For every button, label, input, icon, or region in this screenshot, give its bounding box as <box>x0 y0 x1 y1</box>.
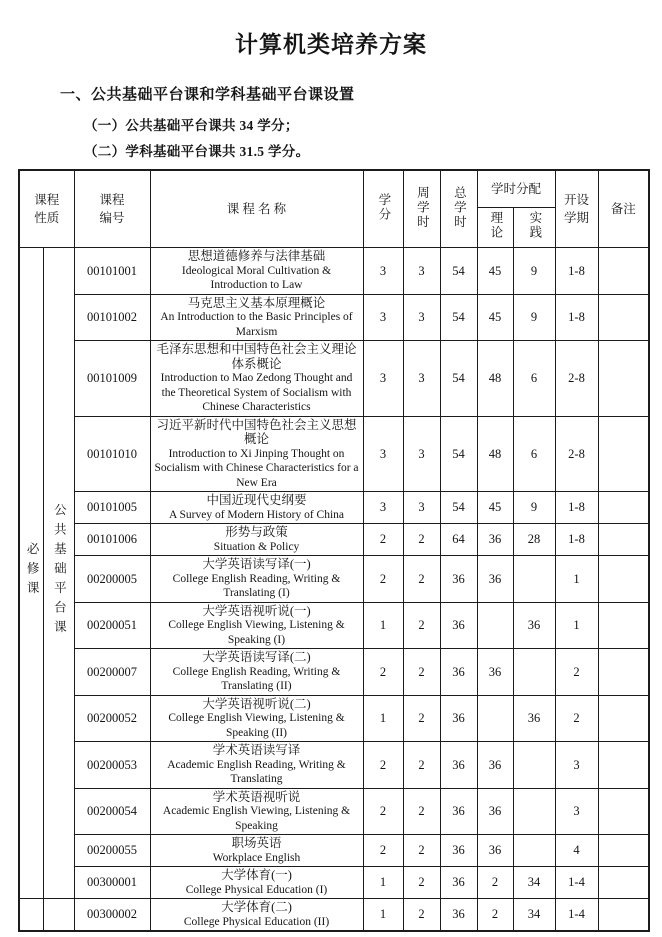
header-course-nature: 课程性质 <box>19 170 74 248</box>
header-practice: 实践 <box>513 208 555 248</box>
course-credits: 2 <box>363 524 403 556</box>
course-code: 00101005 <box>74 492 150 524</box>
course-semester: 1-8 <box>555 294 598 341</box>
course-code: 00101006 <box>74 524 150 556</box>
course-code: 00200052 <box>74 695 150 742</box>
course-semester: 1-8 <box>555 524 598 556</box>
course-name-en: Ideological Moral Cultivation & Introduction to Law <box>181 264 332 291</box>
course-weekly-hours: 3 <box>403 248 440 295</box>
course-code: 00300001 <box>74 867 150 899</box>
course-weekly-hours: 3 <box>403 341 440 417</box>
course-name <box>150 556 363 603</box>
course-table-body <box>19 248 649 932</box>
course-row <box>19 294 649 341</box>
course-name <box>150 649 363 696</box>
course-credits: 1 <box>363 899 403 932</box>
course-remarks <box>598 556 649 603</box>
header-theory: 理论 <box>477 208 513 248</box>
course-practice-hours: 28 <box>513 524 555 556</box>
course-name-cn: 形势与政策 <box>225 525 288 539</box>
course-name-en: Academic English Viewing, Listening & Speaking <box>162 805 351 832</box>
course-code: 00101002 <box>74 294 150 341</box>
course-total-hours: 36 <box>440 835 477 867</box>
header-course-name: 课 程 名 称 <box>150 170 363 248</box>
course-practice-hours <box>513 649 555 696</box>
course-name-en: An Introduction to the Basic Principles of Marxism <box>160 311 353 338</box>
course-theory-hours: 2 <box>477 867 513 899</box>
course-code: 00200053 <box>74 742 150 789</box>
course-weekly-hours: 2 <box>403 899 440 932</box>
course-total-hours: 36 <box>440 602 477 649</box>
course-semester: 3 <box>555 788 598 835</box>
course-weekly-hours: 2 <box>403 649 440 696</box>
course-row <box>19 788 649 835</box>
course-total-hours: 54 <box>440 248 477 295</box>
course-theory-hours: 48 <box>477 341 513 417</box>
course-nature-cell: 必修课 <box>19 248 43 899</box>
course-theory-hours: 45 <box>477 248 513 295</box>
course-total-hours: 36 <box>440 695 477 742</box>
section-item-subject-platform: （二）学科基础平台课共 31.5 学分。 <box>84 144 310 159</box>
header-remarks: 备注 <box>598 170 649 248</box>
course-name-cn: 马克思主义基本原理概论 <box>187 295 326 310</box>
course-name <box>150 524 363 556</box>
course-remarks <box>598 649 649 696</box>
course-remarks <box>598 341 649 417</box>
course-theory-hours: 48 <box>477 416 513 492</box>
course-name-en: College English Reading, Writing & Translating (II) <box>172 665 341 692</box>
course-name <box>150 341 363 417</box>
course-semester: 2 <box>555 649 598 696</box>
course-code: 00101010 <box>74 416 150 492</box>
course-credits: 3 <box>363 492 403 524</box>
course-row <box>19 835 649 867</box>
course-practice-hours: 9 <box>513 248 555 295</box>
curriculum-table <box>18 169 650 932</box>
course-total-hours: 54 <box>440 294 477 341</box>
course-credits: 2 <box>363 788 403 835</box>
course-name-cn: 大学英语读写译(二) <box>202 650 311 664</box>
course-name-cn: 学术英语视听说 <box>212 789 301 804</box>
course-code: 00200007 <box>74 649 150 696</box>
course-name-en: College English Viewing, Listening & Speaking (II) <box>168 712 345 739</box>
course-row <box>19 649 649 696</box>
course-semester: 2 <box>555 695 598 742</box>
course-name-cn: 大学英语视听说(二) <box>202 696 311 711</box>
course-remarks <box>598 416 649 492</box>
course-weekly-hours: 2 <box>403 602 440 649</box>
course-name-cn: 习近平新时代中国特色社会主义思想概论 <box>156 417 357 446</box>
course-row <box>19 695 649 742</box>
course-weekly-hours: 2 <box>403 524 440 556</box>
course-weekly-hours: 2 <box>403 742 440 789</box>
course-remarks <box>598 248 649 295</box>
course-name-cn: 毛泽东思想和中国特色社会主义理论体系概论 <box>156 342 357 371</box>
course-remarks <box>598 294 649 341</box>
course-name-cn: 学术英语读写译 <box>212 743 301 757</box>
section-item-public-platform: （一）公共基础平台课共 34 学分； <box>84 118 299 133</box>
course-name-en: Introduction to Mao Zedong Thought and the Theoretical System of Socialism with Chinese Characteristics <box>160 372 353 413</box>
course-code: 00200054 <box>74 788 150 835</box>
course-name-cn: 大学英语读写译(一) <box>202 557 311 571</box>
course-row <box>19 867 649 899</box>
course-code: 00101009 <box>74 341 150 417</box>
course-code: 00300002 <box>74 899 150 932</box>
course-weekly-hours: 3 <box>403 294 440 341</box>
course-practice-hours: 36 <box>513 695 555 742</box>
course-row <box>19 248 649 295</box>
course-row <box>19 341 649 417</box>
course-name-cn: 大学英语视听说(一) <box>202 603 311 618</box>
course-name <box>150 416 363 492</box>
course-credits: 2 <box>363 649 403 696</box>
course-row <box>19 899 649 932</box>
course-theory-hours: 45 <box>477 294 513 341</box>
course-total-hours: 54 <box>440 492 477 524</box>
course-credits: 3 <box>363 341 403 417</box>
course-name <box>150 899 363 932</box>
course-total-hours: 54 <box>440 416 477 492</box>
course-name <box>150 788 363 835</box>
course-row <box>19 492 649 524</box>
course-credits: 1 <box>363 867 403 899</box>
course-remarks <box>598 788 649 835</box>
course-row <box>19 602 649 649</box>
course-weekly-hours: 2 <box>403 835 440 867</box>
course-total-hours: 36 <box>440 788 477 835</box>
course-row <box>19 742 649 789</box>
course-total-hours: 36 <box>440 556 477 603</box>
course-practice-hours <box>513 556 555 603</box>
header-semester: 开设学期 <box>555 170 598 248</box>
course-theory-hours: 36 <box>477 524 513 556</box>
course-remarks <box>598 835 649 867</box>
course-practice-hours <box>513 742 555 789</box>
course-theory-hours: 36 <box>477 835 513 867</box>
course-semester: 1 <box>555 556 598 603</box>
course-row <box>19 556 649 603</box>
course-theory-hours: 36 <box>477 649 513 696</box>
header-credits: 学分 <box>363 170 403 248</box>
course-name-en: Situation & Policy <box>213 540 300 553</box>
course-weekly-hours: 2 <box>403 556 440 603</box>
course-total-hours: 64 <box>440 524 477 556</box>
course-total-hours: 36 <box>440 899 477 932</box>
page-title: 计算机类培养方案 <box>235 32 427 57</box>
course-name-en: Workplace English <box>212 851 301 864</box>
course-weekly-hours: 2 <box>403 867 440 899</box>
course-credits: 2 <box>363 835 403 867</box>
course-row <box>19 524 649 556</box>
course-credits: 2 <box>363 742 403 789</box>
course-name-en: College Physical Education (I) <box>185 883 328 896</box>
course-semester: 1-4 <box>555 867 598 899</box>
course-practice-hours: 34 <box>513 867 555 899</box>
course-weekly-hours: 2 <box>403 788 440 835</box>
course-code: 00200055 <box>74 835 150 867</box>
course-name <box>150 867 363 899</box>
course-total-hours: 36 <box>440 649 477 696</box>
course-name-cn: 中国近现代史纲要 <box>206 493 307 507</box>
course-semester: 1-8 <box>555 492 598 524</box>
platform-group-cell: 公共基础平台课 <box>43 248 74 899</box>
course-semester: 1-4 <box>555 899 598 932</box>
course-weekly-hours: 3 <box>403 492 440 524</box>
course-name-cn: 思想道德修养与法律基础 <box>187 249 326 263</box>
course-remarks <box>598 867 649 899</box>
course-nature-cell-empty <box>19 899 43 932</box>
course-remarks <box>598 492 649 524</box>
course-credits: 1 <box>363 695 403 742</box>
course-semester: 3 <box>555 742 598 789</box>
course-total-hours: 54 <box>440 341 477 417</box>
course-remarks <box>598 899 649 932</box>
course-name-en: College English Viewing, Listening & Speaking (I) <box>168 619 345 646</box>
course-theory-hours <box>477 602 513 649</box>
course-practice-hours: 6 <box>513 416 555 492</box>
header-total-hours: 总学时 <box>440 170 477 248</box>
course-practice-hours: 9 <box>513 492 555 524</box>
course-name-cn: 大学体育(二) <box>221 900 292 914</box>
course-credits: 3 <box>363 294 403 341</box>
course-name-en: Introduction to Xi Jinping Thought on Socialism with Chinese Characteristics for a New Era <box>154 447 359 489</box>
course-name-en: College English Reading, Writing & Translating (I) <box>172 572 341 599</box>
platform-group-cell-empty <box>43 899 74 932</box>
course-practice-hours: 36 <box>513 602 555 649</box>
course-name <box>150 248 363 295</box>
course-credits: 3 <box>363 416 403 492</box>
course-name <box>150 742 363 789</box>
course-practice-hours: 9 <box>513 294 555 341</box>
course-remarks <box>598 602 649 649</box>
course-semester: 1 <box>555 602 598 649</box>
course-name-cn: 大学体育(一) <box>221 868 292 882</box>
course-name-en: A Survey of Modern History of China <box>168 508 345 521</box>
course-total-hours: 36 <box>440 867 477 899</box>
header-weekly-hours: 周学时 <box>403 170 440 248</box>
course-remarks <box>598 742 649 789</box>
course-semester: 1-8 <box>555 248 598 295</box>
course-theory-hours: 36 <box>477 788 513 835</box>
course-practice-hours <box>513 788 555 835</box>
course-code: 00200005 <box>74 556 150 603</box>
course-name <box>150 294 363 341</box>
course-theory-hours: 36 <box>477 556 513 603</box>
course-code: 00200051 <box>74 602 150 649</box>
course-practice-hours: 34 <box>513 899 555 932</box>
course-practice-hours: 6 <box>513 341 555 417</box>
table-header <box>19 170 649 248</box>
course-practice-hours <box>513 835 555 867</box>
course-name <box>150 602 363 649</box>
course-semester: 4 <box>555 835 598 867</box>
course-name-cn: 职场英语 <box>231 836 282 850</box>
course-theory-hours: 36 <box>477 742 513 789</box>
course-theory-hours: 2 <box>477 899 513 932</box>
course-total-hours: 36 <box>440 742 477 789</box>
course-name-en: Academic English Reading, Writing & Translating <box>167 758 346 785</box>
course-credits: 2 <box>363 556 403 603</box>
course-theory-hours <box>477 695 513 742</box>
course-code: 00101001 <box>74 248 150 295</box>
course-credits: 1 <box>363 602 403 649</box>
course-remarks <box>598 695 649 742</box>
course-weekly-hours: 2 <box>403 695 440 742</box>
course-weekly-hours: 3 <box>403 416 440 492</box>
course-row <box>19 416 649 492</box>
course-semester: 2-8 <box>555 416 598 492</box>
header-hours-allocation: 学时分配 <box>477 170 555 208</box>
header-course-code: 课程编号 <box>74 170 150 248</box>
course-semester: 2-8 <box>555 341 598 417</box>
course-theory-hours: 45 <box>477 492 513 524</box>
course-name <box>150 492 363 524</box>
course-name <box>150 835 363 867</box>
course-name <box>150 695 363 742</box>
course-credits: 3 <box>363 248 403 295</box>
course-remarks <box>598 524 649 556</box>
section-heading: 一、公共基础平台课和学科基础平台课设置 <box>60 87 355 103</box>
course-name-en: College Physical Education (II) <box>183 915 330 928</box>
